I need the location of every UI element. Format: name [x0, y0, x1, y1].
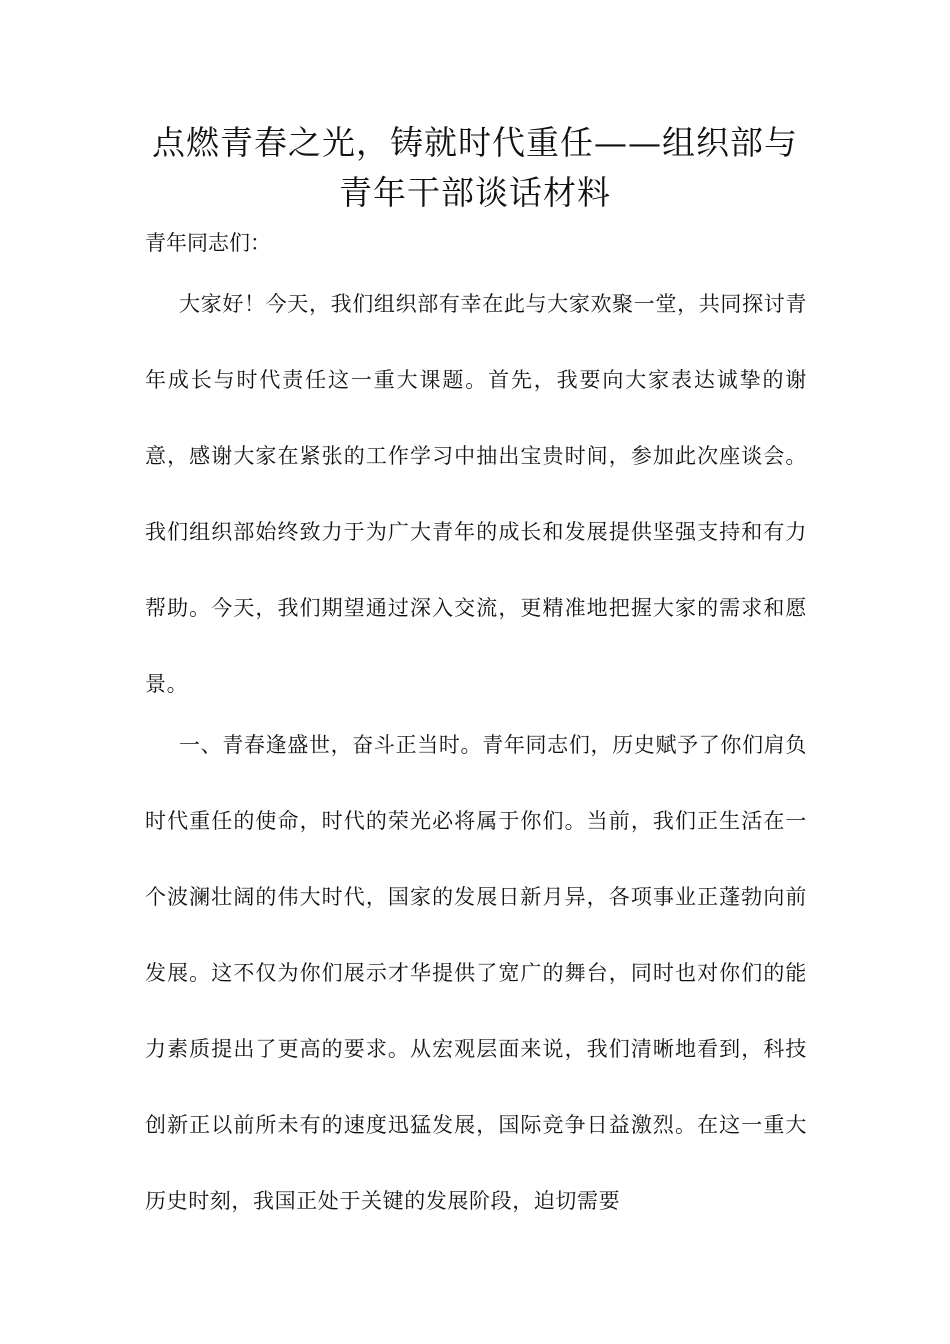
greeting: 青年同志们： — [145, 231, 271, 255]
document-title: 点燃青春之光，铸就时代重任——组织部与青年干部谈话材料 — [152, 123, 798, 212]
paragraph-section-one: 一、青春逢盛世，奋斗正当时。青年同志们，历史赋予了你们肩负时代重任的使命，时代的荣光必将属于你们。当前，我们正生活在一个波澜壮阔的伟大时代，国家的发展日新月异，各项事业正蓬勃向前发展。这不仅为你们展示才华提供了宽广的舞台，同时也对你们的能力素质提出了更高的要求。从宏观层面来说，我们清晰地看到，科技创新正以前所未有的速度迅猛发展，国际竞争日益激烈。在这一重大历史时刻，我国正处于关键的发展阶段，迫切需要 — [145, 733, 807, 1213]
paragraph-intro: 大家好！今天，我们组织部有幸在此与大家欢聚一堂，共同探讨青年成长与时代责任这一重大课题。首先，我要向大家表达诚挚的谢意，感谢大家在紧张的工作学习中抽出宝贵时间，参加此次座谈会。我们组织部始终致力于为广大青年的成长和发展提供坚强支持和有力帮助。今天，我们期望通过深入交流，更精准地把握大家的需求和愿景。 — [145, 292, 807, 696]
